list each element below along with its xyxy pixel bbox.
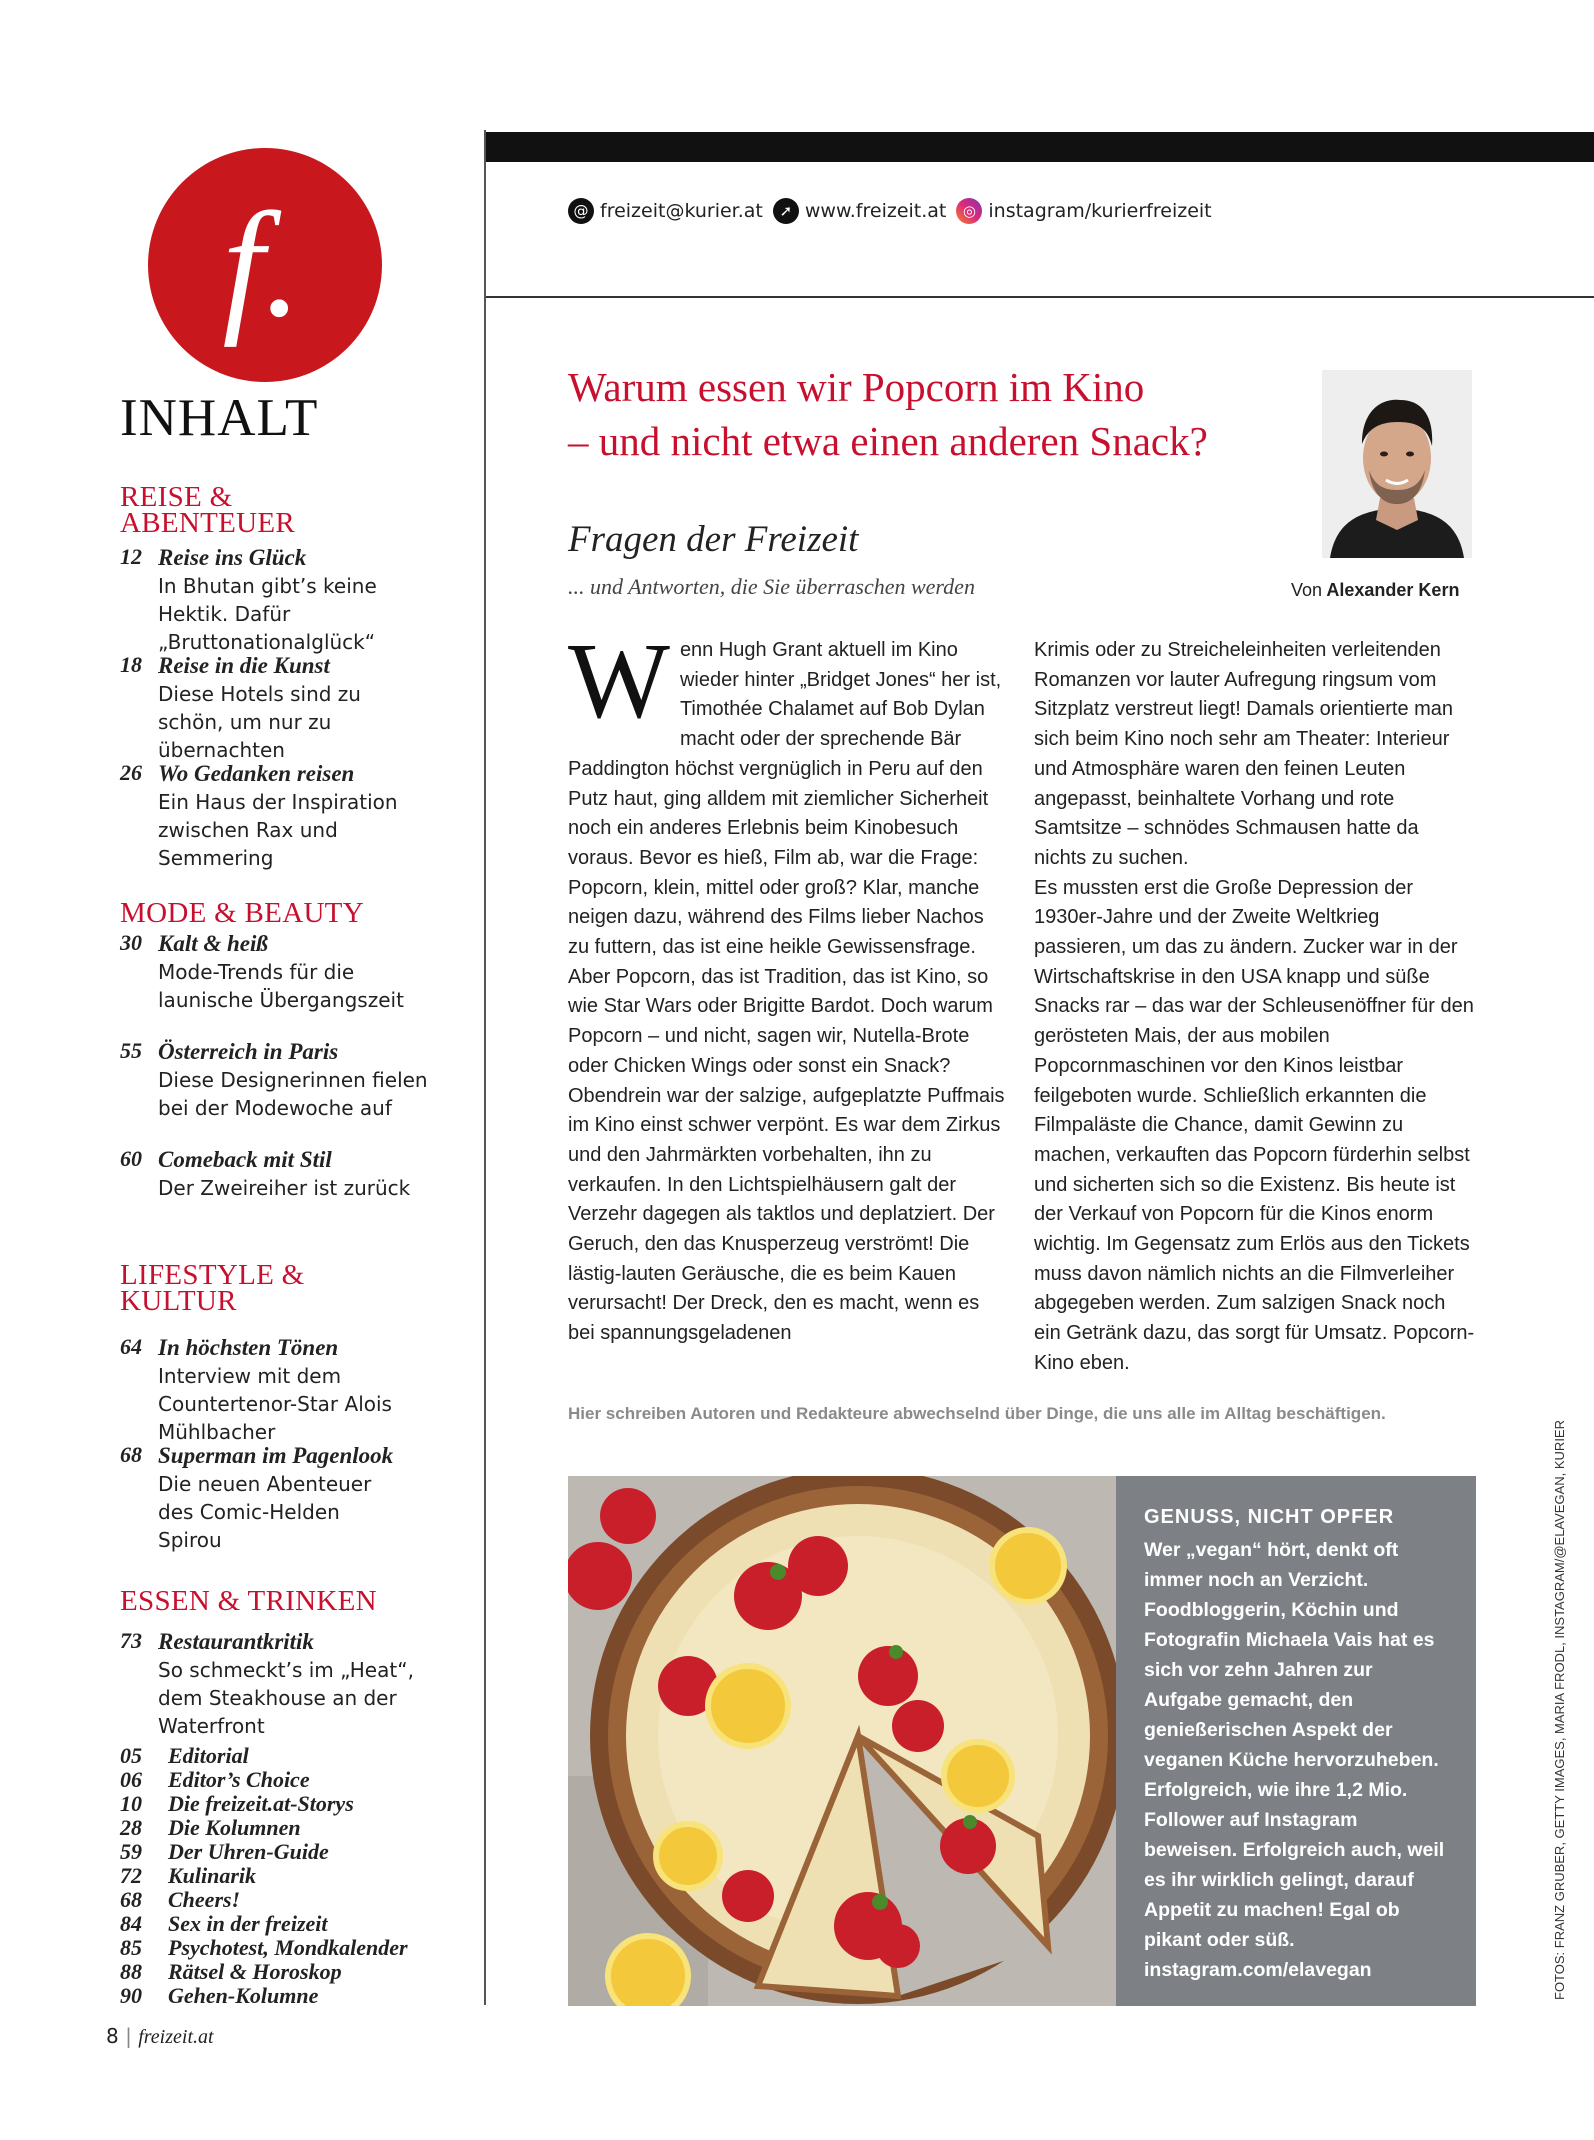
author-portrait (1322, 370, 1472, 558)
toc-entry-title: Kalt & heiß (158, 931, 268, 956)
list-item-number: 06 (120, 1767, 142, 1792)
footer-separator: | (125, 2024, 132, 2048)
headline-line-1: Warum essen wir Popcorn im Kino (568, 364, 1145, 410)
toc-entry[interactable] (120, 930, 440, 1014)
list-item[interactable] (120, 1984, 460, 2008)
info-box (1116, 1476, 1476, 2006)
toc-title: INHALT (120, 389, 319, 447)
list-item-title: Die freizeit.at-Storys (168, 1791, 354, 1816)
toc-entry-desc: Diese Hotels sind zu schön, um nur zu übernachten (158, 682, 361, 762)
footer-brand: freizeit.at (138, 2026, 214, 2048)
toc-entry[interactable] (120, 652, 440, 764)
toc-entry[interactable] (120, 760, 440, 872)
list-item[interactable] (120, 1816, 460, 1840)
header-box (486, 162, 1594, 298)
toc-entry-desc: Interview mit dem Countertenor-Star Alois Mühlbacher (158, 1364, 392, 1444)
toc-entry[interactable] (120, 1146, 440, 1202)
toc-entry-desc: In Bhutan gibt’s keine Hektik. Dafür „Bruttonationalglück“ (158, 574, 377, 654)
instagram-link[interactable]: instagram/kurierfreizeit (988, 200, 1212, 222)
headline-line-2: – und nicht etwa einen anderen Snack? (568, 418, 1208, 464)
list-item[interactable] (120, 1912, 460, 1936)
web-link[interactable]: www.freizeit.at (804, 200, 947, 222)
column-rubric: Fragen der Freizeit (568, 519, 859, 560)
article-paragraph: Es mussten erst die Große Depression der 1930er-Jahre und der Zweite Weltkrieg passieren, um das zu ändern. Zucker war in der Wirtschaftskrise in den USA knapp und süße Snacks rar – das war der Schleusenöffner für den gerösteten Mais, der aus mobilen Popcornmaschinen vor den Kinos leistbar feilgeboten wurde. Schließlich erkannten die Filmpaläste die Chance, damit Gewinn zu machen, verkauften das Popcorn fürderhin selbst und sicherten sich so die Existenz. Bis heute ist der Verkauf von Popcorn für die Kinos enorm wichtig. Im Gegensatz zum Erlös aus den Tickets muss davon nämlich nichts an die Filmverleiher abgegeben werden. Zum salzigen Snack noch ein Getränk dazu, das sorgt für Umsatz. Popcorn-Kino eben. (1034, 876, 1475, 1374)
toc-entry-desc: So schmeckt’s im „Heat“, dem Steakhouse an der Waterfront (158, 1658, 414, 1738)
toc-page-number: 64 (120, 1334, 142, 1359)
article-paragraph: Krimis oder zu Streicheleinheiten verleitenden Romanzen vor lauter Aufregung ringsum vom Sitzplatz verstreut liegt! Damals orientierte man sich beim Kino noch sehr am Theater: Interieur und Atmosphäre waren den feinen Leuten angepasst, beinhaltete Vorhang und rote Samtsitze – schnödes Schmausen hatte da nichts zu suchen. (1034, 639, 1454, 869)
page-footer (106, 2024, 214, 2049)
column-divider (484, 130, 486, 2005)
tart-illustration (568, 1476, 1116, 2006)
article-headline (568, 360, 1328, 468)
list-item-title: Sex in der freizeit (168, 1911, 328, 1936)
vegan-tart-photo (568, 1476, 1116, 2006)
toc-page-number: 55 (120, 1038, 142, 1063)
drop-cap: W (568, 622, 670, 741)
instagram-icon: ◎ (956, 198, 982, 224)
list-item-title: Die Kolumnen (168, 1815, 301, 1840)
toc-entry-title: Reise ins Glück (158, 545, 307, 570)
list-item-number: 84 (120, 1911, 142, 1936)
toc-entry-desc: Der Zweireiher ist zurück (158, 1176, 411, 1200)
toc-entry[interactable] (120, 1334, 440, 1446)
article-paragraph: Obendrein war der salzige, aufgeplatzte Puffmais im Kino einst schwer verpönt. Es war dem Zirkus und den Jahrmärkten vorbehalten, ihn zu verkaufen. In den Lichtspielhäusern galt der Verzehr dagegen als taktlos und deplatziert. Der Geruch, den das Knusperzeug verströmt! Die lästig-lauten Geräusche, die es beim Kauen verursacht! Der Dreck, den es macht, wenn es bei spannungsgeladenen (568, 1084, 1005, 1345)
photo-credits: FOTOS: FRANZ GRUBER, GETTY IMAGES, MARIA FRODL, INSTAGRAM/@ELAVEGAN, KURIER (1552, 1420, 1567, 2000)
list-item[interactable] (120, 1960, 460, 1984)
toc-entry-desc: Mode-Trends für die launische Übergangszeit (158, 960, 404, 1012)
page-number: 8 (106, 2024, 119, 2048)
list-item-title: Rätsel & Horoskop (168, 1959, 342, 1984)
toc-entry[interactable] (120, 1442, 440, 1554)
toc-page-number: 18 (120, 652, 142, 677)
toc-entry[interactable] (120, 1038, 440, 1122)
list-item-number: 68 (120, 1887, 142, 1912)
list-item[interactable] (120, 1792, 460, 1816)
toc-entry-title: Wo Gedanken reisen (158, 761, 355, 786)
contact-row (568, 198, 1222, 224)
toc-entry-title: Superman im Pagenlook (158, 1443, 394, 1468)
toc-entry[interactable] (120, 1628, 440, 1740)
list-item-number: 59 (120, 1839, 142, 1864)
list-item-title: Kulinarik (168, 1863, 257, 1888)
byline-prefix: Von (1291, 580, 1323, 600)
header-bar (486, 132, 1594, 162)
paragraph-text: enn Hugh Grant aktuell im Kino wieder hinter „Bridget Jones“ her ist, Timothée Chalamet auf Bob Dylan macht oder der sprechende Bär Paddington höchst vergnüglich in Peru auf den Putz haut, ging alldem mit ziemlicher Sicherheit noch ein anderes Erlebnis beim Kinobesuch voraus. Bevor es hieß, Film ab, war die Frage: Popcorn, klein, mittel oder groß? Klar, manche neigen dazu, während des Films lieber Nachos zu futtern, das ist eine heikle Gewissensfrage. Aber Popcorn, das ist Tradition, das ist Kino, so wie Star Wars oder Brigitte Bardot. Doch warum Popcorn – und nicht, sagen wir, Nutella-Brote oder Chicken Wings oder sonst ein Snack? (568, 639, 1002, 1077)
toc-entry-title: Restaurantkritik (158, 1629, 314, 1654)
toc-page-number: 60 (120, 1146, 142, 1171)
portrait-illustration (1322, 370, 1472, 558)
list-item-title: Editorial (168, 1743, 249, 1768)
article-column-1 (568, 622, 1010, 1349)
list-item[interactable] (120, 1744, 460, 1768)
list-item[interactable] (120, 1864, 460, 1888)
list-item-title: Gehen-Kolumne (168, 1983, 319, 2008)
list-item-number: 72 (120, 1863, 142, 1888)
list-item-number: 85 (120, 1935, 142, 1960)
list-item-number: 05 (120, 1743, 142, 1768)
web-arrow-icon: ➚ (773, 198, 799, 224)
list-item-title: Cheers! (168, 1887, 241, 1912)
info-box-title: GENUSS, NICHT OPFER (1144, 1506, 1395, 1528)
toc-entry-desc: Die neuen Abenteuer des Comic-Helden Spirou (158, 1472, 372, 1552)
toc-entry-title: Österreich in Paris (158, 1039, 339, 1064)
freizeit-logo (148, 148, 382, 382)
list-item-number: 88 (120, 1959, 142, 1984)
toc-entry-desc: Ein Haus der Inspiration zwischen Rax und Semmering (158, 790, 398, 870)
toc-section-heading: REISE & ABENTEUER (120, 481, 296, 539)
toc-section-heading: ESSEN & TRINKEN (120, 1585, 377, 1617)
email-link[interactable]: freizeit@kurier.at (600, 200, 763, 222)
toc-section-heading: LIFESTYLE & KULTUR (120, 1259, 305, 1317)
author-byline (1291, 580, 1459, 601)
toc-page-number: 12 (120, 544, 142, 569)
toc-page-number: 30 (120, 930, 142, 955)
list-item[interactable] (120, 1888, 460, 1912)
toc-section-heading: MODE & BEAUTY (120, 897, 364, 929)
article-column-2 (1034, 636, 1476, 1379)
logo-letter: f. (222, 182, 302, 348)
toc-entry[interactable] (120, 544, 440, 656)
list-item-title: Editor’s Choice (168, 1767, 310, 1792)
toc-entry-title: Comeback mit Stil (158, 1147, 332, 1172)
toc-entry-desc: Diese Designerinnen fielen bei der Modewoche auf (158, 1068, 428, 1120)
email-icon: @ (568, 198, 594, 224)
list-item-title: Der Uhren-Guide (168, 1839, 329, 1864)
toc-page-number: 26 (120, 760, 142, 785)
list-item-number: 10 (120, 1791, 142, 1816)
info-box-text: Wer „vegan“ hört, denkt oft immer noch an Verzicht. Foodbloggerin, Köchin und Fotografin Michaela Vais hat es sich vor zehn Jahren zur Aufgabe gemacht, den genießerischen Aspekt der veganen Küche hervorzuheben. Erfolgreich, wie ihre 1,2 Mio. Follower auf Instagram beweisen. Erfolgreich auch, weil es ihr wirklich gelingt, darauf Appetit zu machen! Egal ob pikant oder süß. (1144, 1539, 1445, 1951)
column-subtitle: ... und Antworten, die Sie überraschen werden (568, 574, 975, 599)
list-item[interactable] (120, 1768, 460, 1792)
info-box-link[interactable]: instagram.com/elavegan (1144, 1959, 1372, 1981)
toc-entry-title: In höchsten Tönen (158, 1335, 339, 1360)
toc-page-number: 73 (120, 1628, 142, 1653)
list-item-number: 28 (120, 1815, 142, 1840)
article-paragraph (568, 622, 1010, 1082)
toc-short-list (120, 1744, 460, 2008)
list-item-number: 90 (120, 1983, 142, 2008)
list-item[interactable] (120, 1936, 460, 1960)
author-name: Alexander Kern (1326, 580, 1460, 600)
list-item[interactable] (120, 1840, 460, 1864)
toc-page-number: 68 (120, 1442, 142, 1467)
list-item-title: Psychotest, Mondkalender (168, 1935, 408, 1960)
column-footnote: Hier schreiben Autoren und Redakteure abwechselnd über Dinge, die uns alle im Alltag beschäftigen. (568, 1404, 1386, 1423)
toc-entry-title: Reise in die Kunst (158, 653, 330, 678)
